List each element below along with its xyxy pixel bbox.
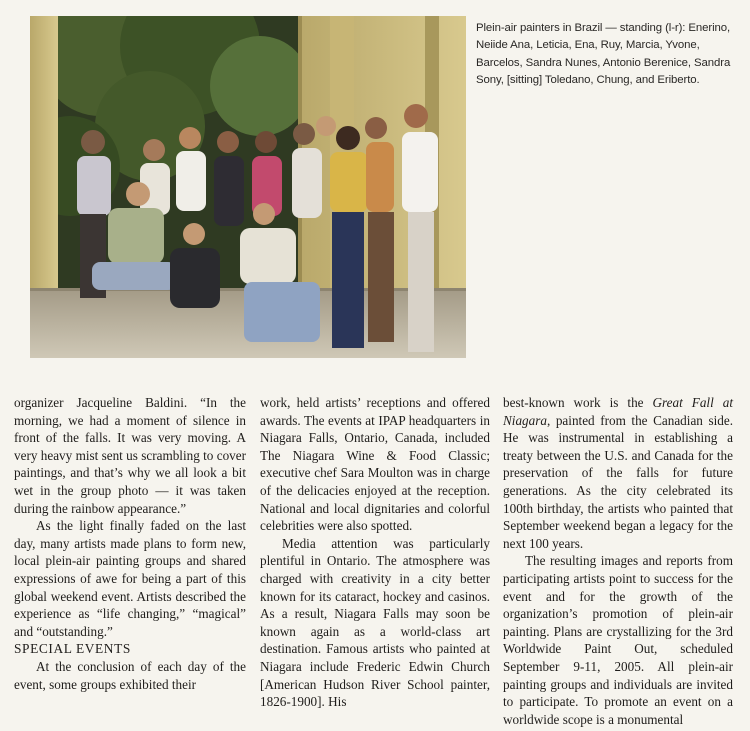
paragraph-text: , painted from the Canadian side. He was instrumental in establishing a treaty between the U.S. and Canada for the preservation of the falls for future generations. As the city celebrated its 100th birthday, the artists who painted that September weekend began a legacy for the next 100 years. xyxy=(503,412,733,551)
article-column-1 xyxy=(14,394,246,693)
paragraph: organizer Jacqueline Baldini. “In the morning, we had a moment of silence in front of the falls. It was very moving. A very heavy mist sent us scrambling to cover paintings, and that’s why we all look a bit wet in the group photo — it was taken during the rainbow appearance.” xyxy=(14,395,246,516)
paragraph: The resulting images and reports from participating artists point to success for the event and for the growth of the organization’s promotion of plein-air painting. Plans are crystallizing for the 3rd Worldwide Paint Out, scheduled September 9-11, 2005. All plein-air painting groups and individuals are invited to participate. To promote an event on a worldwide scope is a monumental xyxy=(503,553,733,727)
paragraph-text: best-known work is the xyxy=(503,395,653,410)
paragraph: At the conclusion of each day of the event, some groups exhibited their xyxy=(14,658,246,692)
paragraph xyxy=(503,394,733,552)
paragraph: Media attention was particularly plentiful in Ontario. The atmosphere was charged with creativity in a city better known for its cataract, hockey and casinos. As a result, Niagara Falls may soon be known again as a world-class art destination. Famous artists who painted at Niagara include Frederic Edwin Church [American Hudson River School painter, 1826-1900]. His xyxy=(260,535,490,710)
paragraph: work, held artists’ receptions and offered awards. The events at IPAP headquarters in Niagara Falls, Ontario, Canada, included The Niagara Wine & Food Classic; executive chef Sara Moulton was in charge of the delicacies enjoyed at the reception. National and local dignitaries and colorful celebrities were also spotted. xyxy=(260,395,490,534)
group-photo xyxy=(30,16,466,358)
artwork-title: Great Fall at Niagara xyxy=(503,395,734,428)
section-heading: SPECIAL EVENTS xyxy=(14,641,131,657)
paragraph: As the light finally faded on the last day, many artists made plans to form new, local plein-air painting groups and shared expressions of awe for being a part of this global weekend event. Artists described the experience as “life changing,” “magical” and “outstanding.” xyxy=(14,518,246,639)
article-column-2 xyxy=(260,394,490,711)
article-column-3 xyxy=(503,394,733,728)
photo-caption: Plein-air painters in Brazil — standing (l-r): Enerino, Neiide Ana, Leticia, Ena, Ruy, Marcia, Yvone, Barcelos, Sandra Nunes, Antonio Berenice, Sandra Sony, [sitting] Toledano, Chung, and Eriberto. xyxy=(476,22,731,87)
group-photo-illustration xyxy=(30,16,466,358)
